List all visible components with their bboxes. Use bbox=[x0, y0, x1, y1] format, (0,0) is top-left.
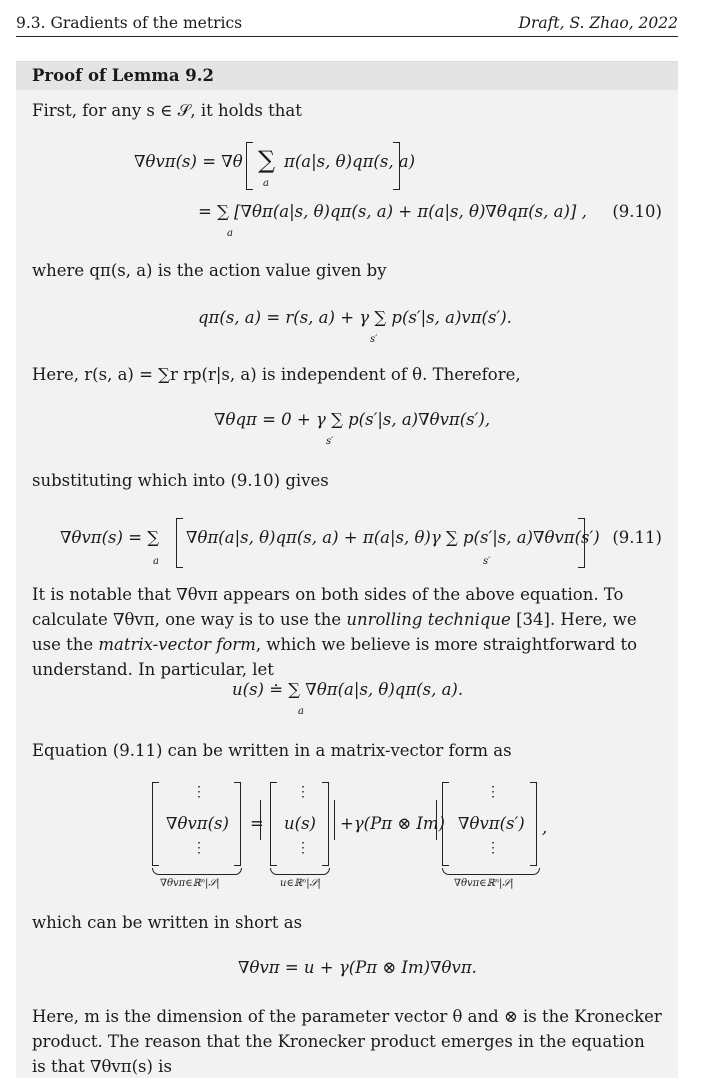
vdots: ⋮ bbox=[486, 784, 500, 800]
paragraph-notable bbox=[32, 582, 662, 682]
text-let: , which we believe is more straightforward to understand. In particular, let bbox=[32, 635, 638, 679]
underbrace bbox=[270, 868, 330, 875]
eq911-inner: ∇θπ(a|s, θ)qπ(s, a) + π(a|s, θ)γ ∑ p(s′|s, a)∇θvπ(s′) bbox=[186, 528, 600, 547]
underbrace bbox=[442, 868, 540, 875]
right-bracket bbox=[530, 782, 537, 866]
proof-title: Proof of Lemma 9.2 bbox=[32, 66, 214, 85]
sum-subscript: a bbox=[153, 556, 159, 567]
left-bracket bbox=[246, 142, 253, 190]
vertical-rule bbox=[260, 800, 261, 840]
text-here: [34]. Here, we use the bbox=[32, 610, 637, 654]
paragraph-short: which can be written in short as bbox=[32, 913, 303, 932]
paragraph-substituting: substituting which into (9.10) gives bbox=[32, 471, 329, 490]
paragraph-reward: Here, r(s, a) = ∑r rp(r|s, a) is independent of θ. Therefore, bbox=[32, 365, 521, 384]
matrix-kron: +γ(Pπ ⊗ Im) bbox=[340, 814, 445, 833]
underbrace-label: ∇θvπ∈ℝⁿ|𝒮| bbox=[454, 878, 514, 889]
paragraph-intro: First, for any s ∈ 𝒮, it holds that bbox=[32, 101, 302, 120]
eq911-lhs: ∇θvπ(s) = ∑ bbox=[60, 528, 160, 547]
eq-number-910: (9.10) bbox=[612, 202, 662, 221]
eq910-line1 bbox=[134, 152, 243, 171]
eq-u-def: u(s) ≐ ∑ ∇θπ(a|s, θ)qπ(s, a). bbox=[232, 680, 464, 699]
underbrace-label: ∇θvπ∈ℝⁿ|𝒮| bbox=[160, 878, 220, 889]
eq-short-form: ∇θvπ = u + γ(Pπ ⊗ Im)∇θvπ. bbox=[238, 958, 477, 977]
running-header bbox=[16, 12, 678, 37]
sum-subscript: a bbox=[298, 706, 304, 717]
paragraph-matrix-form: Equation (9.11) can be written in a matrix-vector form as bbox=[32, 741, 512, 760]
paragraph-kronecker: Here, m is the dimension of the parameter vector θ and ⊗ is the Kronecker product. The reason that the Kronecker product emerges in the equation is that ∇θvπ(s) is bbox=[32, 1007, 662, 1076]
matrix-v-prime: ∇θvπ(s′) bbox=[458, 814, 525, 833]
right-bracket bbox=[578, 518, 585, 568]
underbrace bbox=[152, 868, 242, 875]
eq910-lhs: ∇θvπ(s) = ∇θ bbox=[134, 152, 243, 171]
equals-sign: = bbox=[250, 814, 264, 833]
eq-q-value: qπ(s, a) = r(s, a) + γ ∑ p(s′|s, a)vπ(s′). bbox=[198, 308, 512, 327]
right-bracket bbox=[393, 142, 400, 190]
eq-grad-q: ∇θqπ = 0 + γ ∑ p(s′|s, a)∇θvπ(s′), bbox=[214, 410, 491, 429]
matrix-u: u(s) bbox=[284, 814, 316, 833]
vdots: ⋮ bbox=[486, 840, 500, 856]
paragraph-action-value: where qπ(s, a) is the action value given by bbox=[32, 261, 387, 280]
underbrace-label: u∈ℝⁿ|𝒮| bbox=[280, 878, 321, 889]
vdots: ⋮ bbox=[192, 784, 206, 800]
section-title: 9.3. Gradients of the metrics bbox=[16, 14, 243, 32]
left-bracket bbox=[442, 782, 449, 866]
eq-number-911: (9.11) bbox=[612, 528, 662, 547]
sum-subscript: s′ bbox=[483, 556, 491, 567]
sum-subscript: a bbox=[227, 228, 233, 239]
sum-subscript: s′ bbox=[326, 436, 334, 447]
comma: , bbox=[542, 818, 548, 837]
left-bracket bbox=[270, 782, 277, 866]
eq910-inner: π(a|s, θ)qπ(s, a) bbox=[284, 152, 416, 171]
left-bracket bbox=[152, 782, 159, 866]
text-matrix-vector: matrix-vector form bbox=[98, 635, 256, 654]
proof-box bbox=[16, 61, 678, 1078]
matrix-v: ∇θvπ(s) bbox=[166, 814, 229, 833]
vdots: ⋮ bbox=[192, 840, 206, 856]
sum-subscript: s′ bbox=[370, 334, 378, 345]
right-bracket bbox=[322, 782, 329, 866]
right-bracket bbox=[234, 782, 241, 866]
proof-title-bar bbox=[16, 62, 678, 90]
sum-subscript: a bbox=[263, 178, 269, 189]
vertical-rule bbox=[334, 800, 335, 840]
text-unrolling: unrolling technique bbox=[346, 610, 511, 629]
vertical-rule bbox=[436, 800, 437, 840]
left-bracket bbox=[176, 518, 183, 568]
vdots: ⋮ bbox=[296, 840, 310, 856]
author-note: Draft, S. Zhao, 2022 bbox=[518, 14, 678, 32]
sum-symbol: ∑ bbox=[258, 146, 276, 174]
vdots: ⋮ bbox=[296, 784, 310, 800]
text-notable: It is notable that ∇θvπ appears on both sides of the above equation. To calculate ∇θvπ, one way is to use the bbox=[32, 585, 624, 629]
eq910-line2: = ∑ [∇θπ(a|s, θ)qπ(s, a) + π(a|s, θ)∇θqπ(s, a)] , bbox=[198, 202, 587, 221]
